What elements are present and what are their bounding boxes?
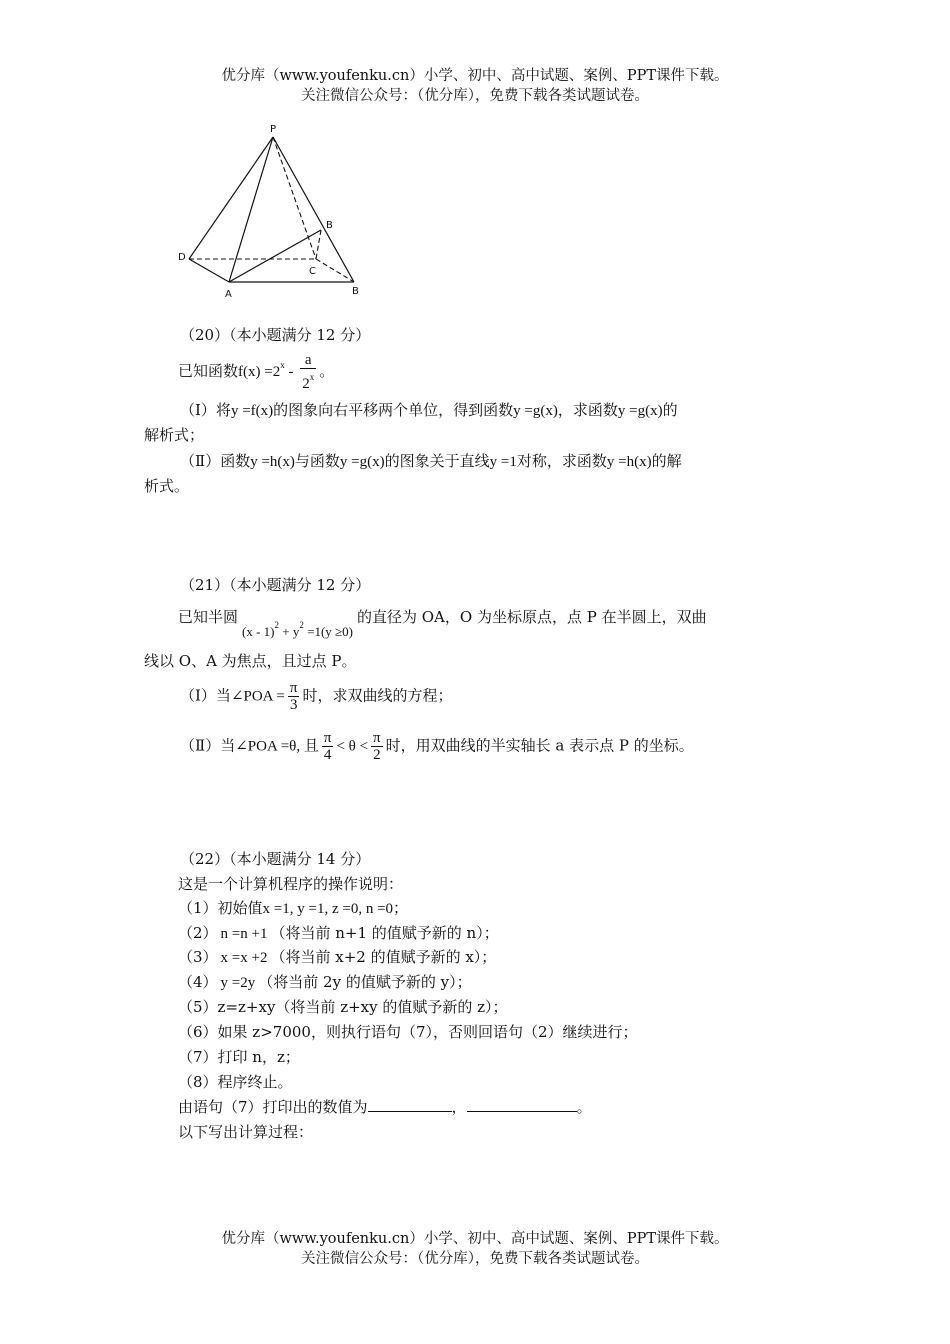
q22-step-7: （7）打印 n，z；: [178, 1048, 300, 1066]
q22-result: 由语句（7）打印出的数值为 ， 。: [178, 1098, 592, 1116]
answer-blank-n[interactable]: [368, 1097, 452, 1112]
q20-part1-line2: 解析式；: [144, 426, 205, 444]
q21-title: （21）（本小题满分 12 分）: [180, 576, 371, 594]
edge-M-C-hidden: [316, 230, 321, 259]
q21-line2: 线以 O、A 为焦点，且过点 P。: [144, 652, 357, 670]
label-B-lower: B: [352, 286, 359, 297]
label-B-upper: B: [326, 220, 333, 231]
edge-PB: [273, 137, 354, 282]
footer-line-2: 关注微信公众号：（优分库），免费下载各类试题试卷。: [301, 1251, 649, 1267]
footer-line-1: 优分库（www.youfenku.cn）小学、初中、高中试题、案例、PPT课件下载。: [221, 1231, 729, 1247]
q20-part2-line2: 析式。: [144, 477, 190, 495]
q22-intro: 这是一个计算机程序的操作说明：: [178, 875, 404, 893]
q20-title: （20）（本小题满分 12 分）: [180, 326, 371, 344]
answer-blank-z[interactable]: [467, 1097, 577, 1112]
q21-semicircle-eq: $(x - 1)^2 + y^2 =1(y \ge 0)$: [242, 620, 353, 639]
label-C: C: [309, 266, 316, 277]
edge-PD: [189, 137, 273, 259]
edge-CB-hidden: [316, 259, 354, 282]
pyramid-figure: [170, 120, 370, 305]
q22-step-4: （4） y =2y （将当前 2y 的值赋予新的 y）；: [178, 973, 472, 991]
q20-intro: 已知函数$f(x) =2^x$ - $\frac{a}{2^x}$ 。: [178, 352, 335, 392]
q21-part2: （Ⅱ）当∠POA =θ, 且 $\frac{\pi}{4}$ < θ < $\frac{\pi}{2}$ 时，用双曲线的半实轴长 a 表示点 P 的坐标。: [180, 730, 694, 763]
header-line-2: 关注微信公众号：（优分库），免费下载各类试题试卷。: [301, 88, 649, 104]
q22-title: （22）（本小题满分 14 分）: [180, 850, 371, 868]
q22-step-6: （6）如果 z>7000，则执行语句（7），否则回语句（2）继续进行；: [178, 1023, 638, 1041]
header-line-1: 优分库（www.youfenku.cn）小学、初中、高中试题、案例、PPT课件下载。: [221, 68, 729, 84]
q22-step-5: （5）z=z+xy（将当前 z+xy 的值赋予新的 z）；: [178, 998, 508, 1016]
edge-DA: [189, 259, 229, 282]
q20-fraction: $\frac{a}{2^x}$: [302, 352, 315, 392]
q21-part1: （Ⅰ）当∠POA = $\frac{\pi}{3}$ 时，求双曲线的方程；: [180, 680, 453, 713]
q21-line1: 已知半圆$(x - 1)^2 + y^2 =1(y \ge 0)$的直径为 OA，O 为坐标原点，点 P 在半圆上，双曲: [178, 608, 707, 639]
edge-PC-hidden: [273, 137, 316, 259]
q22-step-1: （1）初始值x =1, y =1, z =0, n =0；: [178, 899, 409, 917]
q22-process: 以下写出计算过程：: [178, 1123, 314, 1141]
q20-part1-line1: （Ⅰ）将y =f(x)的图象向右平移两个单位，得到函数y =g(x)，求函数y =g(x)的: [180, 401, 678, 419]
label-P: P: [270, 124, 277, 135]
q22-step-8: （8）程序终止。: [178, 1073, 293, 1091]
q22-step-2: （2） n =n +1 （将当前 n+1 的值赋予新的 n）；: [178, 924, 499, 942]
label-A: A: [225, 289, 232, 300]
q22-step-3: （3） x =x +2 （将当前 x+2 的值赋予新的 x）；: [178, 948, 497, 966]
label-D: D: [178, 252, 186, 263]
q20-part2-line1: （Ⅱ）函数y =h(x)与函数y =g(x)的图象关于直线y =1对称，求函数y =h(x)的解: [180, 452, 682, 470]
